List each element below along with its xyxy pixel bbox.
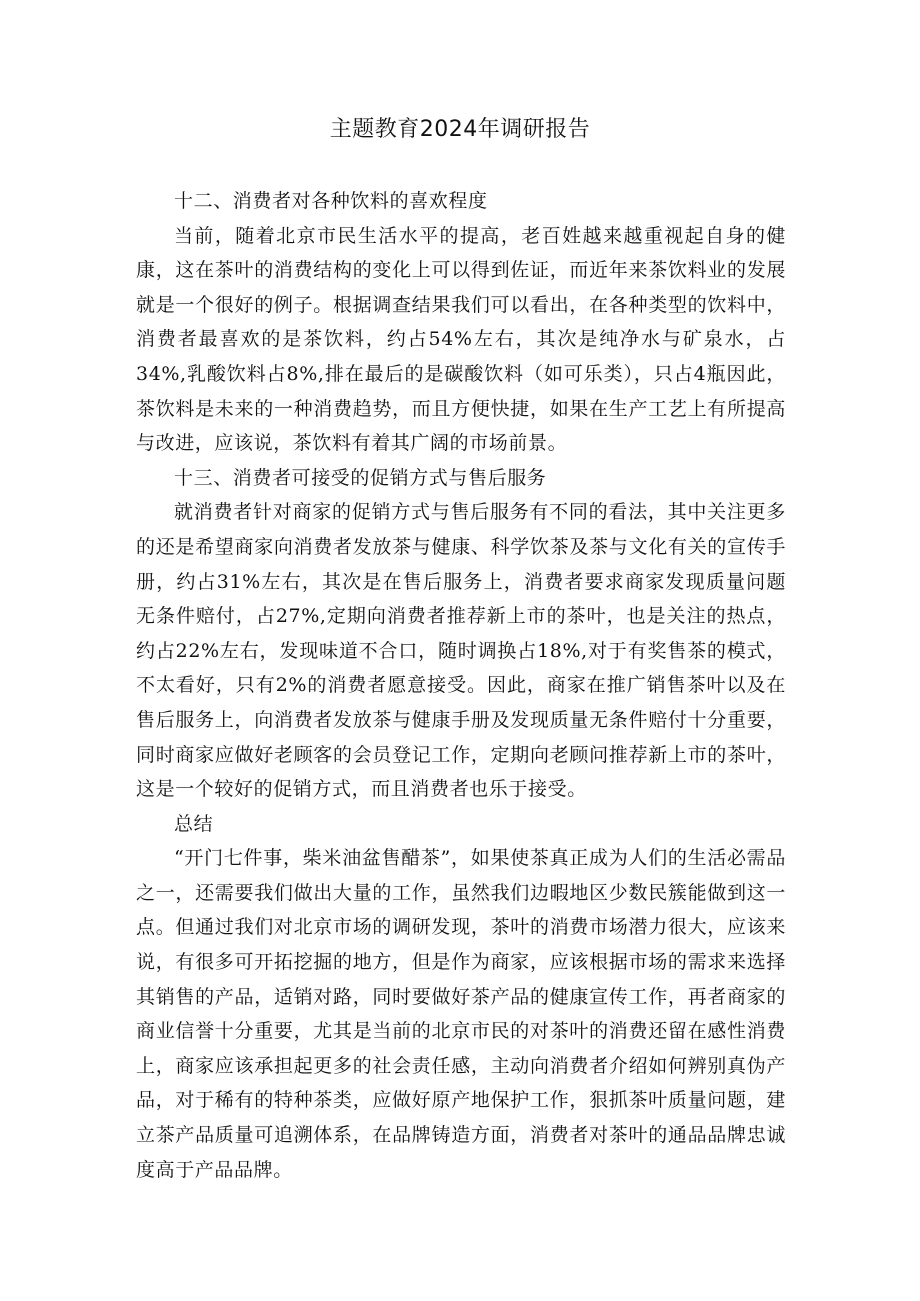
paragraph: “开门七件事，柴米油盆售醋茶”，如果使茶真正成为人们的生活必需品之一，还需要我们做出大量的工作，虽然我们边暇地区少数民簇能做到这一点。但通过我们对北京市场的调研发现，茶叶的消费市场潜力很大，应该来说，有很多可开拓挖掘的地方，但是作为商家，应该根据市场的需求来选择其销售的产品，适销对路，同时要做好茶产品的健康宣传工作，再者商家的商业信誉十分重要，尤其是当前的北京市民的对茶叶的消费还留在感性消费上，商家应该承担起更多的社会责任感，主动向消费者介绍如何辨别真伪产品，对于稀有的特种茶类，应做好原产地保护工作，狠抓茶叶质量问题，建立茶产品质量可追溯体系，在品牌铸造方面，消费者对茶叶的通品品牌忠诚度高于产品品牌。 xyxy=(136,847,786,1181)
paragraph: 就消费者针对商家的促销方式与售后服务有不同的看法，其中关注更多的还是希望商家向消费者发放茶与健康、科学饮茶及茶与文化有关的宣传手册，约占31%左右，其次是在售后服务上，消费者要求商家发现质量问题无条件赔付，占27%,定期向消费者推荐新上市的茶叶，也是关注的热点，约占22%左右，发现味道不合口，随时调换占18%,对于有奖售茶的模式，不太看好，只有2%的消费者愿意接受。因此，商家在推广销售茶叶以及在售后服务上，向消费者发放茶与健康手册及发现质量无条件赔付十分重要，同时商家应做好老顾客的会员登记工作，定期向老顾问推荐新上市的茶叶，这是一个较好的促销方式，而且消费者也乐于接受。 xyxy=(136,501,786,801)
section-heading: 十二、消费者对各种饮料的喜欢程度 xyxy=(174,190,488,212)
section-heading: 总结 xyxy=(174,812,214,835)
paragraph: 当前，随着北京市民生活水平的提高，老百姓越来越重视起自身的健康，这在茶叶的消费结构的变化上可以得到佐证，而近年来茶饮料业的发展就是一个很好的例子。根据调查结果我们可以看出，在各种类型的饮料中，消费者最喜欢的是茶饮料，约占54%左右，其次是纯净水与矿泉水，占34%,乳酸饮料占8%,排在最后的是碳酸饮料（如可乐类），只占4瓶因此，茶饮料是未来的一种消费趋势，而且方便快捷，如果在生产工艺上有所提高与改进，应该说，茶饮料有着其广阔的市场前景。 xyxy=(136,224,786,455)
document-body xyxy=(136,184,786,1187)
section-heading: 十三、消费者可接受的促销方式与售后服务 xyxy=(174,466,547,489)
page-title: 主题教育2024年调研报告 xyxy=(329,117,591,142)
